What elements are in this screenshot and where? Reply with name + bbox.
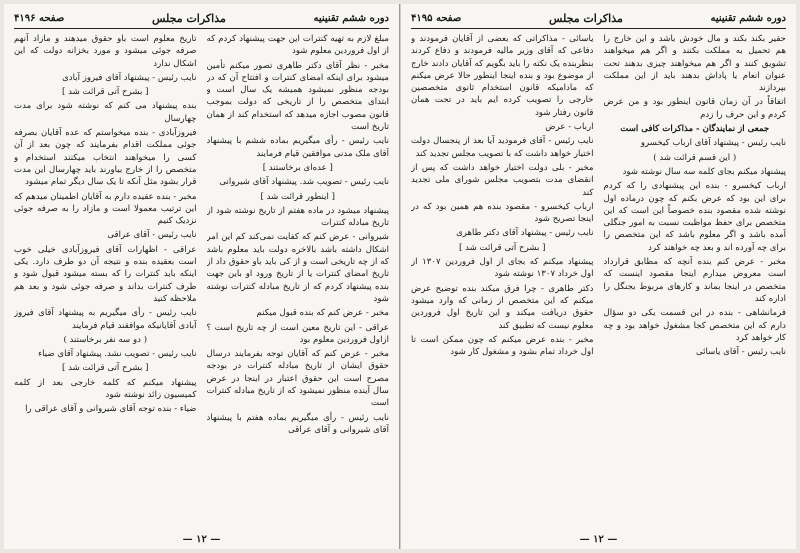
- column-right: [604, 33, 787, 527]
- header-page-number: صفحه ۴۱۹۶: [14, 12, 65, 24]
- paragraph: مخبر - بلی دولت اختیار خواهد داشت که پس از انقضای مدت بتصویب مجلس شورای ملی تجدید کند: [411, 162, 594, 198]
- paragraph: فیروزآبادی - بنده میخواستم که عده آقایان بصرفه جوئی مملکت اقدام بفرمایند که چون بعد از آن کسی را میخواهند انتخاب میکنند استخدام و متخصص را از خارج بیاورند باید چهارسال این مدت قرار بشود مثل آنکه تا یک سال دیگر تمام میشود: [14, 128, 197, 188]
- paragraph: نایب رئیس - پیشنهاد آقای ارباب کیخسرو: [640, 138, 786, 149]
- paragraph: مخبر - عرض کنم بنده آنچه که مطابق قرارداد است معروض میدارم اینجا مقصود اینست که متخصص در اینجا بماند و کارهای مربوط بجنگل را اداره کند: [603, 257, 786, 304]
- right-page: [400, 4, 796, 549]
- column-left: [411, 33, 594, 527]
- paragraph: نایب رئیس - رأی میگیریم به پیشنهاد آقای فیروز آبادی آقایانیکه موافقند قیام فرمایند: [14, 308, 197, 331]
- paragraph: مخبر - نظر آقای دکتر طاهری تصور میکنم تأمین میشود برای اینکه امضای کنترات و افتتاح آن که در بودجه منظور نمیشود همیشه یک سال است و ابتدای متخصص را از تاریخی که دولت بموجب قانون مصوب اجازه میدهد که استخدام کند از همان تاریخ است: [206, 60, 389, 133]
- header-title: مذاکرات مجلس: [548, 11, 623, 25]
- paragraph: ارباب کیخسرو - مقصود بنده هم همین بود که در اینجا تصریح شود: [411, 201, 594, 225]
- paragraph: نایب رئیس - تصویب شد. پیشنهاد آقای شیروانی: [219, 177, 389, 188]
- paragraph: جمعی از نمایندگان - مذاکرات کافی است: [620, 124, 770, 135]
- page-footer: — ۱۲ —: [182, 534, 221, 545]
- paragraph: پیشنهاد میکنم که بجای از اول فروردین ۱۳۰۷ از اول خرداد ۱۳۰۷ نوشته شود: [411, 257, 594, 280]
- column-left: [14, 33, 197, 527]
- paragraph: نایب رئیس - آقای فرمودید آیا بعد از پنجسال دولت اختیار خواهد داشت که با تصویب مجلس تجدید کند: [411, 136, 594, 159]
- paragraph: بنده پیشنهاد می کنم که نوشته شود برای مدت چهارسال: [14, 101, 197, 124]
- paragraph: نایب رئیس - آقای عراقی: [107, 230, 197, 241]
- header-session: دوره ششم تقنینیه: [710, 12, 786, 24]
- paragraph: مخبر - عرض کنم که آقایان توجه بفرمایند درسال حقوق ایشان از تاریخ مبادله کنترات در بودجه مصرح است این حقوق اعتبار در اینجا در عرض سال آینده منظور نمیشود که از تاریخ مبادله کنترات است: [206, 349, 389, 409]
- column-right: [207, 33, 390, 527]
- paragraph: نایب رئیس - پیشنهاد آقای دکتر طاهری: [456, 228, 594, 239]
- paragraph: شیروانی - عرض کنم که کفایت نمی‌کند کم این امر اشکال داشته باشد بالاخره دولت باید معلوم باشد که از چه تاریخی است و از کی باید باو حقوق داد از تاریخ امضای کنترات یا از تاریخ ورود او باین جهت بنده پیشنهاد کردم که از تاریخ مبادله کنترات نوشته شود: [206, 232, 389, 304]
- paragraph: حقیر بکند بکند و مال خودش باشد و این خارج را هم تحمیل به مملکت بکنند و اگر هم میخواهند تشویق کنند و اگر هم میخواهند چیزی بدهند تحت عنوان انعام یا پاداش بدهند باید از این مملکت بپردازند: [603, 34, 786, 94]
- paragraph: ارباب کیخسرو - بنده این پیشنهادی را که کردم برای این بود که عرض بکنم که چون درماده اول نوشته شده مقصود بنده خصوصاً این است که این متخصص برای حفظ مواظبت نسبت به امور جنگلی آمده باشد و اگر معلوم باشد که این متخصص را برای چه آورده اند و بعد چه خواهند کرد: [603, 181, 786, 253]
- paragraph: پیشنهاد میکنم که کلمه خارجی بعد از کلمه کمیسیون زائد نوشته شود: [14, 377, 197, 401]
- paragraph: مخبر - عرض کنم که بنده قبول میکنم: [256, 308, 389, 319]
- bracket-note: [ بشرح آتی قرائت شد ]: [62, 363, 149, 374]
- book-spread: [4, 4, 796, 549]
- paragraph: نایب رئیس - آقای یاسائی: [696, 347, 786, 358]
- paragraph: پیشنهاد میکنم بجای کلمه سه سال نوشته شود: [622, 166, 786, 177]
- paragraph: نایب رئیس - رأی میگیریم بماده هفتم با پیشنهاد آقای شیروانی و آقای عراقی: [206, 412, 389, 435]
- left-page: [4, 4, 400, 549]
- paragraph: نایب رئیس - پیشنهاد آقای فیروز آبادی: [62, 72, 197, 83]
- header-title: مذاکرات مجلس: [151, 11, 226, 25]
- paragraph: تاریخ معلوم است باو حقوق میدهند و مازاد آنهم صرفه جوئی میشود و مورد بخزانه دولت که این اشکال ندارد: [14, 34, 197, 69]
- paragraph: عراقی - این تاریخ معین است از چه تاریخ است ؟ ازاول فروردین معلوم بود: [206, 322, 389, 345]
- paragraph: دکتر طاهری - چرا فرق میکند بنده توضیح عرض میکنم که این متخصص از زمانی که وارد میشود حقوق دریافت میکند و این تاریخ اول فروردین معلوم نیست که تطبیق کند: [411, 283, 594, 331]
- text-columns: [14, 33, 389, 527]
- bracket-note: ( این قسم قرائت شد ): [653, 152, 737, 163]
- paragraph: مبلغ لازم به تهیه کنترات این جهت پیشنهاد کردم که از اول فروردین معلوم شود: [206, 34, 389, 57]
- paragraph: نایب رئیس - رأی میگیریم بماده ششم با پیشنهاد آقای ملک مدنی موافقین قیام فرمایند: [206, 136, 389, 159]
- paragraph: ارباب - عرض: [545, 122, 594, 133]
- page-footer: — ۱۲ —: [579, 534, 618, 545]
- paragraph: فرمانشاهی - بنده در این قسمت یکی دو سؤال دارم که این متخصص کجا مشغول خواهد بود و چه کار خواهد کرد: [603, 308, 786, 343]
- paragraph: مخبر - بنده عرض میکنم که چون ممکن است تا اول خرداد تمام بشود و مشغول کار شود: [411, 334, 594, 358]
- paragraph: نایب رئیس - تصویب نشد. پیشنهاد آقای ضیاء: [38, 349, 197, 360]
- bracket-note: [ اینطور قرائت شد ]: [260, 191, 335, 202]
- text-columns: [411, 33, 786, 527]
- bracket-note: [ بشرح آتی قرائت شد ]: [62, 87, 149, 98]
- bracket-note: [ عده‌ای برخاستند ]: [262, 162, 333, 173]
- page-header: [411, 10, 786, 29]
- paragraph: ضیاء - بنده توجه آقای شیروانی و آقای عراقی را: [25, 404, 197, 415]
- header-session: دوره ششم تقنینیه: [313, 12, 389, 24]
- paragraph: عراقی - اظهارات آقای فیروزآبادی خیلی خوب است بعقیده بنده و نتیجه آن دو طرف دارد. یکی اینکه باید کنترات را که بسته میشود قبول شود و طرف کنترات بداند و صرفه جوئی شود و بعد هم ملاحظه کنید: [14, 244, 197, 304]
- bracket-note: [ بشرح آتی قرائت شد ]: [459, 242, 546, 253]
- paragraph: پیشنهاد میشود در ماده هفتم از تاریخ نوشته شود از تاریخ مبادله کنترات: [206, 205, 389, 229]
- bracket-note: ( دو سه نفر برخاستند ): [63, 334, 148, 345]
- paragraph: اتفاقاً در آن زمان قانون اینطور بود و من عرض کردم و این حرف را زدم: [603, 97, 786, 120]
- paragraph: یاسائی - مذاکراتی که بعضی از آقایان فرمودند و دفاعی که آقای وزیر مالیه فرمودند و دفاع کردند بنظربنده یک نکته را باید بگویم که آقایان دادند خارج از موضوع بود و بنده اینجا اینطور حالا عرض میکنم که مادامیکه قانون استخدام ثانوی متخصصین خارجی را تصویب کرده ایم باید در تحت همان قانون رفتار شود: [411, 34, 594, 118]
- header-page-number: صفحه ۴۱۹۵: [411, 12, 462, 24]
- paragraph: مخبر - بنده عقیده دارم به آقایان اطمینان میدهم که این ترتیب معمولا است و مازاد را به صرفه جوئی نزدیک کنیم: [14, 191, 197, 227]
- page-header: [14, 10, 389, 29]
